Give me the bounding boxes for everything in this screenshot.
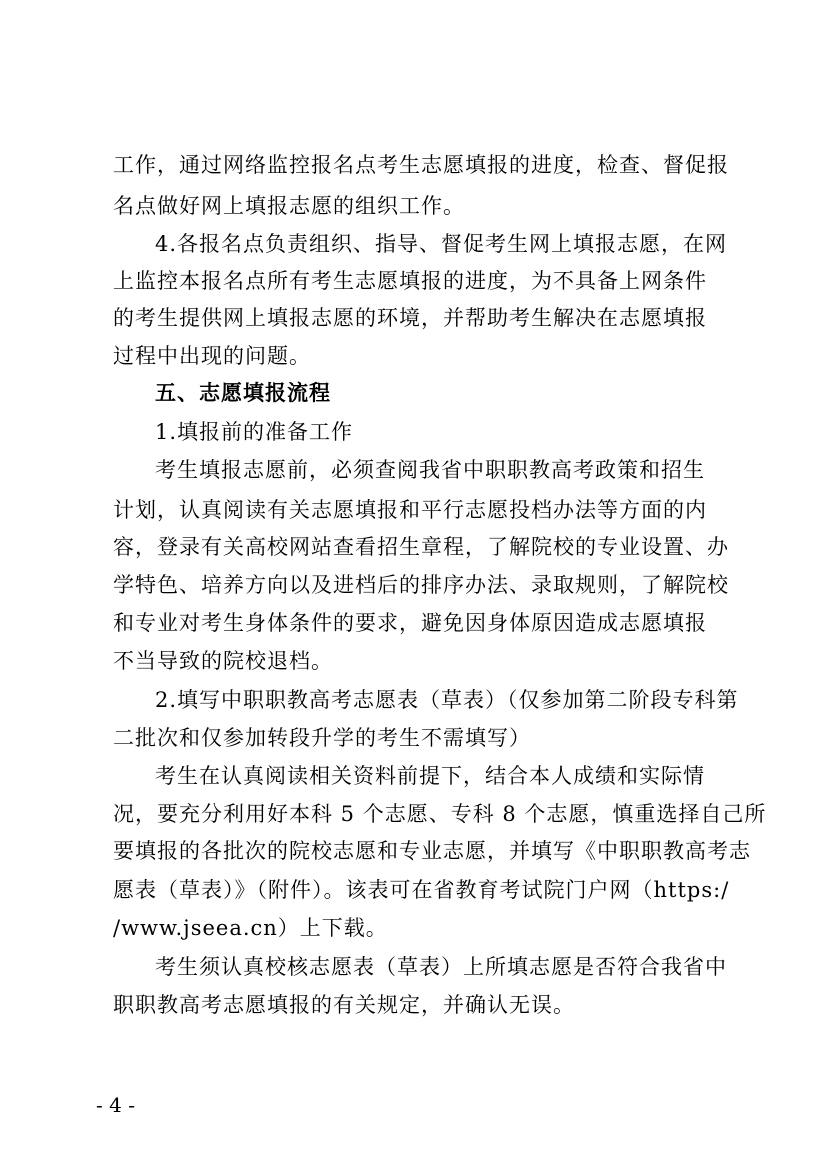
page-number: - 4 - [96,1093,135,1117]
paragraph-line: 考生须认真校核志愿表（草表）上所填志愿是否符合我省中 [155,955,727,979]
paragraph-line: 职职教高考志愿填报的有关规定，并确认无误。 [113,993,575,1017]
paragraph-line: 二批次和仅参加转段升学的考生不需填写） [113,726,531,750]
paragraph-line: 上监控本报名点所有考生志愿填报的进度，为不具备上网条件 [113,269,707,293]
paragraph-line: 容，登录有关高校网站查看招生章程，了解院校的专业设置、办 [113,535,729,559]
paragraph-line: 况，要充分利用好本科 5 个志愿、专科 8 个志愿，慎重选择自己所 [113,802,767,826]
paragraph-line: 的考生提供网上填报志愿的环境，并帮助考生解决在志愿填报 [113,306,707,330]
paragraph-line: 计划，认真阅读有关志愿填报和平行志愿投档办法等方面的内 [113,498,707,522]
paragraph-line: 学特色、培养方向以及进档后的排序办法、录取规则，了解院校 [113,573,729,597]
paragraph-line: 不当导致的院校退档。 [113,649,333,673]
paragraph-line: 和专业对考生身体条件的要求，避免因身体原因造成志愿填报 [113,611,707,635]
section-heading: 五、志愿填报流程 [155,380,331,405]
paragraph-line: 愿表（草表）》（附件）。该表可在省教育考试院门户网（https:/ [113,878,730,902]
paragraph-line: /www.jseea.cn）上下载。 [113,916,388,940]
paragraph-line: 名点做好网上填报志愿的组织工作。 [113,194,465,218]
paragraph-line: 4.各报名点负责组织、指导、督促考生网上填报志愿，在网 [155,232,728,256]
paragraph-line: 要填报的各批次的院校志愿和专业志愿，并填写《中职职教高考志 [113,839,751,863]
paragraph-line: 过程中出现的问题。 [113,344,311,368]
paragraph-line: 考生在认真阅读相关资料前提下，结合本人成绩和实际情 [155,764,705,788]
subsection-heading: 2.填写中职职教高考志愿表（草表）（仅参加第二阶段专科第 [155,688,739,712]
paragraph-line: 考生填报志愿前，必须查阅我省中职职教高考政策和招生 [155,458,705,482]
paragraph-line: 工作，通过网络监控报名点考生志愿填报的进度，检查、督促报 [113,153,729,177]
subsection-heading: 1.填报前的准备工作 [155,420,354,444]
